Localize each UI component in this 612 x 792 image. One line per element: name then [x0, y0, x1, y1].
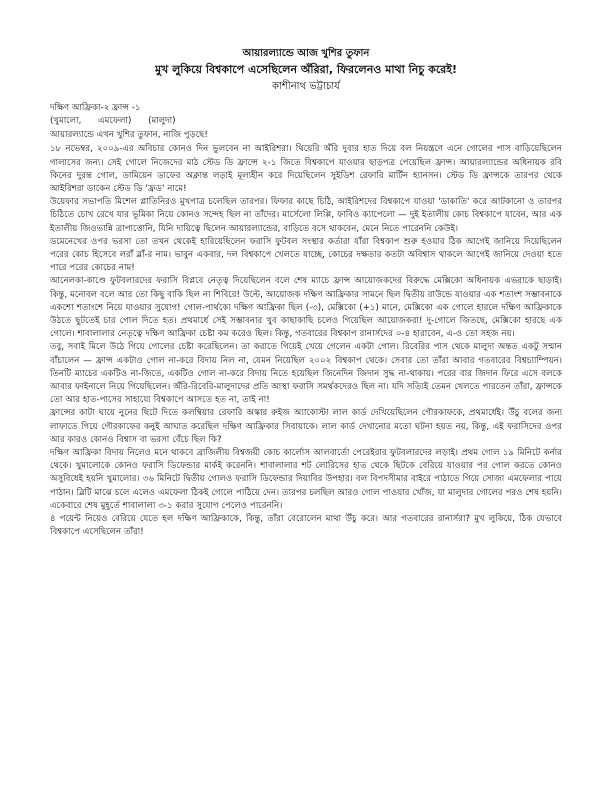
paragraph-5: তবু, সবাই মিলে উঠে গিয়ে গোলের চেষ্টা করেছিলেন। তা করাতে গিয়েই খেয়ে গেলেন একটা গোল। রিবেরির পাস থেকে মালুদা অন্তত একটু সম্মান বাঁচালেন — ফ্রান্স একটাও গোল না-করে বিদায় নিল না, যেমন নিয়েছিল ২০০২ বিশ্বকাপ থেকে। সেবার তো তাঁরা আবার গতবারের বিশ্বচ্যাম্পিয়ন। তিনটি ম্যাচের একটিও না-জিতে, একটিও গোল না-করে বিদায় নিতে হয়েছিল জিনেদিন জিদান সুদ্ধ না-থাকায়। পরের বার জিদান ফিরে এসে বলকে আবার ফাইনালে নিয়ে গিয়েছিলেন। অঁরি-রিবেরি-মালুদাদের প্রতি আস্থা ফরাসি সমর্থকদেরও ছিল না। যদি সত্যিই তেমন খেলতে পারতেন তাঁরা, ফ্রান্সকে তো আর হাত-পাসের সাহায্যে বিশ্বকাপে আসতে হত না, তাই না! — [50, 342, 562, 406]
paragraph-6: ফ্রান্সের কাটা ঘায়ে নুনের ছিটে দিতে কলম্বিয়ার রেফারি অস্কার রুইজ অ্যাকোস্টা লাল কার্ড দেখিয়েছিলেন গৌরকাফকে, প্রথমার্ধেই। উঁচু বলের জন্য লাফাতে গিয়ে গৌরকাফের কনুই আঘাত করেছিল দক্ষিণ আফ্রিকার সিবায়াকে। লাল কার্ড দেখানোর মতো ঘটনা হয়ত নয়, কিন্তু, এই ফরাসিদের ওপর আর কারও কোনও বিশ্বাস বা ভরসা বেঁচে ছিল কি? — [50, 408, 562, 445]
paragraph-4: আনেলকা-কাণ্ডে ফুটবলারদের ফরাসি বিপ্লবে নেতৃত্ব দিয়েছিলেন বলে শেষ ম্যাচে ফ্রান্স আয়োজকদের বিরুদ্ধে মেক্সিকো অধিনায়ক এভরাকে ছাড়াই। কিন্তু, মনোবল বলে আর তো কিছু বাকি ছিল না শিবিরে! উল্টে, আয়োজক দক্ষিণ আফ্রিকার সামনে ছিল দ্বিতীয় রাউন্ডে যাওয়ার এক শতাংশ সম্ভাবনাকে একশো শতাংশে নিয়ে যাওয়ার সুযোগ! গোল-পার্থক্যে দক্ষিণ আফ্রিকা ছিল (-৩), মেক্সিকো (+১) মানে, মেক্সিকো এক গোলে হারলে দক্ষিণ আফ্রিকাকে উঠতে ছুটতেই চার গোল দিতে হত। প্রথমার্ধে সেই সম্ভাবনার খুব কাছাকাছি চলেও গিয়েছিল আয়োজকরা! দু-গোলে জিতছে, মেক্সিকো হারছে এক গোলে। শাবালালার নেতৃত্বে দক্ষিণ আফ্রিকা চেষ্টা কম করেও ছিল। কিন্তু, গতবারের বিশ্বকাপ রানার্সদের ০-৪ হারাবেন, এ-ও তো সহজ নয়। — [50, 276, 563, 340]
headline: আয়ারল্যান্ডে আজ খুশির তুফান — [242, 48, 370, 59]
article — [50, 46, 562, 540]
byline: কাশীনাথ ভট্টাচার্য — [272, 81, 340, 92]
paragraph-2: উয়েফার সভাপতি মিশেল প্লাতিনিরও মুখপাত্র চলেছিল তারপর। ফিফার কাছে চিঠি, আইরিশদের বিশ্বকাপে যাওয়া 'ডাকাতি' করে আটকানো ও তারপর চিঠিতে চোখ রেখে যার ভূমিকা নিয়ে কোনও সন্দেহ ছিল না তাঁদের। মার্সেলো লিপ্পি, ফাবিও ক্যাপেলো — দুই ইতালীয় কোচ বিশ্বকাপে যাবেন, আর এক ইতালীয় জিওভান্নি ত্রাপাত্তোনি, যিনি দায়িত্বে ছিলেন আয়ারল্যান্ডের, বাড়িতে বসে থাকবেন, মেনে নিতে পারেননি কেউই। — [50, 197, 562, 234]
paragraph-7: দক্ষিণ আফ্রিকা বিদায় নিলেও মনে থাকবে ব্রাজিলীয় বিশ্বজয়ী কোচ কার্লোস আলবার্তো পেরেইরার ফুটবলারদের লড়াই। প্রথম গোল ১৯ মিনিটে কর্নার থেকে। খুমালোকে কোনও ফরাসি ডিফেন্ডার মার্কই করেননি। শাবালালার শট লোরিসের হাত থেকে ছিটকে বেরিয়ে যাওয়ার পর গোল করতে কোনও অসুবিধেই হয়নি খুমালোর। ৩৬ মিনিটে দ্বিতীয় গোলও ফরাসি ডিফেন্ডার দিয়াবির উপহার। বল বিপদসীমার বাইরে পাঠাতে গিয়ে সোজা এমফেলার পায়ে পাঠান। ব্লিটি মাঝে চলে এলেও এমফেলা ঠিকই গোলে পাঠিয়ে দেন। তারপর চলছিল আরও গোল পাওয়ার খোঁজ, যা মালুদার গোলের পরও শেষ হয়নি। একেবারে শেষ মুহূর্তে শাবালালা ৩-১ করার সুযোগ পেলেও পারেননি। — [50, 448, 562, 511]
paragraph-8: ৪ পয়েন্ট নিয়েও বেরিয়ে যেতে হল দক্ষিণ আফ্রিকাকে, কিন্তু, তাঁরা বেরোলেন মাথা উঁচু করে। আর গতবারের রানার্সরা? মুখ লুকিয়ে, ঠিক যেভাবে বিশ্বকাপে এসেছিলেন তাঁরা! — [50, 514, 562, 538]
tagline: আয়ারল্যান্ডে এখন খুশির তুফান, নাজি পুড়ছে! — [50, 130, 208, 141]
subheadline: মুখ লুকিয়ে বিশ্বকাপে এসেছিলেন অঁরিরা, ফিরলেনও মাথা নিচু করেই! — [154, 63, 458, 76]
paragraph-3: ডমেনেখের ওপর ভরসা তো তখন থেকেই হারিয়েছিলেন ফরাসি ফুটবল সংস্থার কর্তারা যাঁরা বিশ্বকাপ শুরু হওয়ার ঠিক আগেই জানিয়ে দিয়েছিলেন পরের কোচ হিসেবে লরাঁ ব্লাঁ-র নাম। ভাবুন একবার, দল বিশ্বকাপে খেলতে যাচ্ছে, কোচের দক্ষতার কতটা অবিশ্বাস থাকলে আগেই জানিয়ে দেওয়া হতে পারে পরের কোচের নাম! — [50, 236, 562, 274]
paragraph-1: ১৮ নভেম্বর, ২০০৯-এর অবিচার কোনও দিন ভুলবেন না আইরিশরা। থিয়েরি অঁরি দুবার হাত দিয়ে বল নিয়ন্ত্রণে এনে গোলের পাস বাড়িয়েছিলেন গালাসের জন্য। সেই গোলে নিজেদের মাঠ স্টেড ডি ফ্রান্সে ২-১ জিতে বিশ্বকাপে যাওয়ার ছাড়পত্র পেয়েছিল ফ্রান্স। আয়ারল্যান্ডের অধিনায়ক রবি কিনের দুরন্ত গোল, ডামিয়েন ডাফের অক্লান্ত লড়াই মূল্যহীন করে দিয়েছিলেন সুইডিশ রেফারি মার্টিন হ্যানসন। স্টেড ডি ফ্রান্সকে তারপর থেকে আইরিশরা ডাকেন স্টেড ডি 'ফ্রড' নামে! — [50, 144, 562, 195]
score-line: দক্ষিণ আফ্রিকা-২ ফ্রান্স -১ — [50, 103, 141, 113]
scorers-line: (খুমালো, এমফেলা) (মালুদা) — [50, 116, 176, 127]
